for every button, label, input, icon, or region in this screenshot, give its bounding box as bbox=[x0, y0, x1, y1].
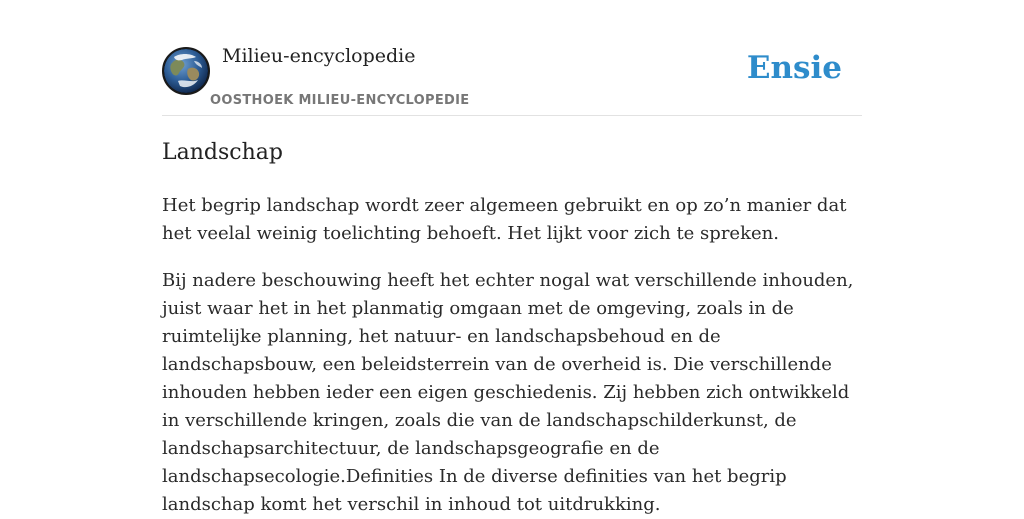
site-header bbox=[162, 0, 862, 116]
article-paragraph: Bij nadere beschouwing heeft het echter nogal wat verschillende inhouden, juist waar het in het planmatig omgaan met de omgeving, zoals in de ruimtelijke planning, het natuur- en landschapsbehoud en de landschapsbouw, een beleidsterrein van de overheid is. Die verschillende inhouden hebben ieder een eigen geschiedenis. Zij hebben zich ontwikkeld in verschillende kringen, zoals die van de landschapschilderkunst, de landschapsarchitectuur, de landschapsgeografie en de landschapsecologie.Definities In de diverse definities van het begrip landschap komt het verschil in inhoud tot uitdrukking. bbox=[162, 270, 854, 515]
article-paragraph: Het begrip landschap wordt zeer algemeen gebruikt en op zo’n manier dat het veelal weinig toelichting behoeft. Het lijkt voor zich te spreken. bbox=[162, 195, 847, 244]
site-title[interactable]: Milieu-encyclopedie bbox=[222, 45, 416, 67]
earth-globe-icon[interactable] bbox=[162, 47, 210, 95]
article-title: Landschap bbox=[162, 140, 283, 165]
brand-logo-link[interactable]: Ensie bbox=[746, 50, 842, 86]
page bbox=[162, 0, 862, 515]
site-subtitle: OOSTHOEK MILIEU-ENCYCLOPEDIE bbox=[210, 93, 470, 108]
